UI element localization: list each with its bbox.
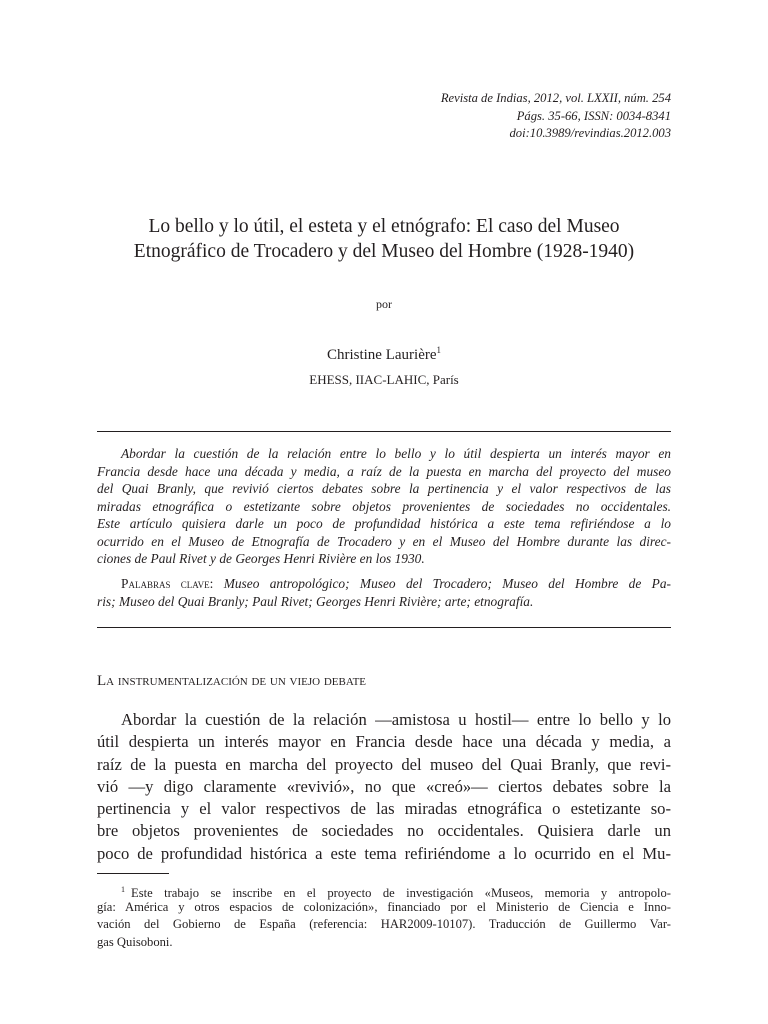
abstract bbox=[97, 445, 671, 568]
journal-citation bbox=[441, 90, 671, 143]
abstract-line: del Quai Branly, que revivió ciertos debates sobre la pertinencia y el valor respectivos de las bbox=[97, 481, 671, 496]
footnote-marker: 1 bbox=[121, 885, 125, 894]
abstract-line: ocurrido en el Museo de Etnografía de Trocadero y en el Museo del Hombre durante las direc- bbox=[97, 533, 671, 549]
body-line: Abordar la cuestión de la relación —amistosa u hostil— entre lo bello y lo bbox=[121, 710, 671, 729]
article-title-line: Lo bello y lo útil, el esteta y el etnógrafo: El caso del Museo bbox=[148, 216, 620, 237]
footnote-line: gía: América y otros espacios de colonización», financiado por el Ministerio de Ciencia e Inno- bbox=[97, 899, 671, 914]
abstract-line: Abordar la cuestión de la relación entre lo bello y lo útil despierta un interés mayor en bbox=[121, 446, 671, 461]
abstract-line: Francia desde hace una década y media, a raíz de la puesta en marcha del proyecto del museo bbox=[97, 463, 671, 479]
body-line: poco de profundidad histórica a este tema refiriéndome a lo ocurrido en el Mu- bbox=[97, 843, 671, 863]
journal-doi: doi:10.3989/revindias.2012.003 bbox=[509, 126, 671, 140]
keywords-text: Museo antropológico; Museo del Trocadero; Museo del Hombre de Pa- bbox=[223, 576, 671, 591]
article-title bbox=[80, 215, 688, 264]
abstract-bottom-rule bbox=[97, 627, 671, 628]
body-line: útil despierta un interés mayor en Francia desde hace una década y media, a bbox=[97, 732, 671, 752]
keywords-line: ris; Museo del Quai Branly; Paul Rivet; Georges Henri Rivière; arte; etnografía. bbox=[97, 593, 534, 609]
section-heading: La instrumentalización de un viejo debate bbox=[97, 673, 367, 689]
abstract-top-rule bbox=[97, 431, 671, 432]
footnote bbox=[97, 881, 671, 951]
body-line: raíz de la puesta en marcha del proyecto del museo del Quai Branly, que revi- bbox=[97, 754, 671, 774]
body-line: pertinencia y el valor respectivos de las miradas etnográfica o estetizante so- bbox=[97, 799, 671, 819]
journal-citation-line: Revista de Indias, 2012, vol. LXXII, núm. 254 bbox=[440, 91, 671, 105]
body-line: vió —y digo claramente «revivió», no que «creó»— ciertos debates sobre la bbox=[97, 776, 671, 796]
abstract-line: miradas etnográfica o estetizante sobre objetos provenientes de sociedades no occidentales. bbox=[97, 498, 671, 514]
author-footnote-marker[interactable]: 1 bbox=[436, 345, 442, 355]
footnote-text: Este trabajo se inscribe en el proyecto de investigación «Museos, memoria y antropolo- bbox=[131, 886, 671, 900]
author-affiliation: EHESS, IIAC-LAHIC, París bbox=[309, 372, 459, 387]
footnote-line bbox=[97, 881, 671, 899]
footnote-line: gas Quisoboni. bbox=[97, 934, 173, 949]
keywords-line bbox=[97, 575, 671, 593]
by-label: por bbox=[376, 297, 392, 311]
keywords-label: Palabras clave: bbox=[121, 576, 214, 591]
article-title-line: Etnográfico de Trocadero y del Museo del Hombre (1928-1940) bbox=[133, 240, 635, 262]
abstract-line: ciones de Paul Rivet y de Georges Henri Rivière en los 1930. bbox=[97, 551, 425, 566]
keywords bbox=[97, 575, 671, 610]
footnote-separator bbox=[97, 873, 169, 874]
footnote-line: vación del Gobierno de España (referencia: HAR2009-10107). Traducción de Guillermo Var- bbox=[97, 917, 671, 932]
body-line: bre objetos provenientes de sociedades no occidentales. Quisiera darle un bbox=[97, 821, 671, 841]
journal-pages-issn: Págs. 35-66, ISSN: 0034-8341 bbox=[516, 108, 671, 123]
abstract-line: Este artículo quisiera darle un poco de profundidad histórica a este tema refiriéndose a lo bbox=[97, 516, 671, 531]
body-paragraph bbox=[97, 709, 671, 865]
author-name bbox=[0, 345, 768, 364]
author-name-text: Christine Laurière bbox=[326, 347, 437, 363]
